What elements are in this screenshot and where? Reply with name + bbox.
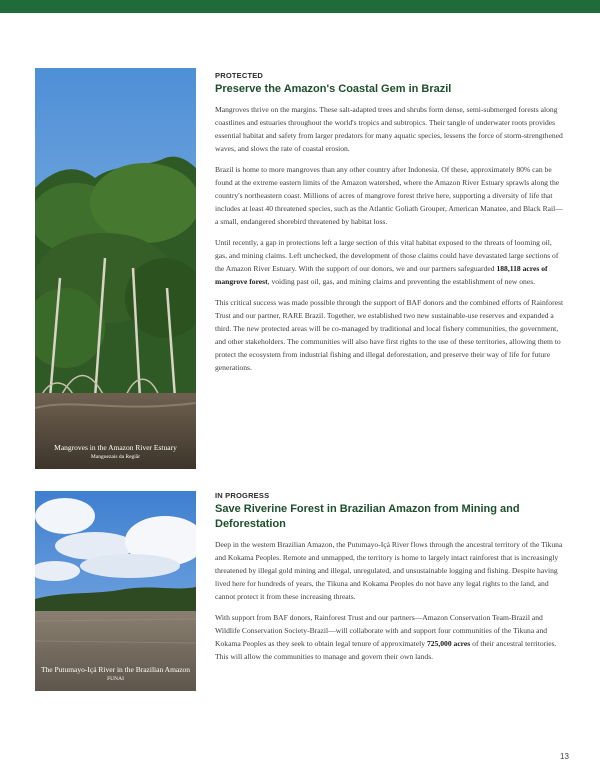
page-number: 13 — [560, 752, 569, 761]
paragraph: Brazil is home to more mangroves than any other country after Indonesia. Of these, approximately 80% can be found at the extreme eastern limits of the Amazon watershed, where the Amazon River Estuary sprawls along the country's northeastern coast. Millions of acres of mangrove forest thrive here, supporting a diversity of life that includes at least 40 threatened species, such as the Atlantic Goliath Grouper, American Manatee, and Black Rail—a small, endangered shorebird threatened by habitat loss. — [215, 165, 563, 226]
mangrove-photo — [35, 68, 196, 469]
acreage-highlight: 188,118 acres of mangrove forest — [215, 264, 548, 286]
section-in-progress — [215, 491, 565, 671]
paragraph: Deep in the western Brazilian Amazon, the Putumayo-Içá River flows through the ancestral territory of the Tikuna and Kokama Peoples. Remote and unmapped, the territory is home to largely intact rainforest that is increasingly threatened by illegal gold mining and illegal, unregulated, and unsustainable logging and fishing. Despite having lived here for hundreds of years, the Tikuna and Kokama Peoples do not have any legal rights to the land, and cannot protect it from these increasing threats. — [215, 540, 563, 601]
header-bar — [0, 0, 600, 13]
section-protected — [215, 71, 565, 382]
status-label: IN PROGRESS — [215, 491, 270, 500]
section-title: Preserve the Amazon's Coastal Gem in Brazil — [215, 83, 452, 95]
caption-title: Mangroves in the Amazon River Estuary — [54, 443, 177, 452]
paragraph: This critical success was made possible through the support of BAF donors and the combined efforts of Rainforest Trust and our partner, RARE Brazil. Together, we established two new sustainable-use reserves and expanded a third. The new protected areas will be co-managed by traditional and local fishery communities, the government, and other stakeholders. The communities will also have first rights to the use of these territories, allowing them to protect the ecosystem from industrial fishing and illegal deforestation, and preserve their way of life for future generations. — [215, 298, 564, 372]
river-photo — [35, 491, 196, 691]
status-label: PROTECTED — [215, 71, 264, 80]
paragraph: Mangroves thrive on the margins. These salt-adapted trees and shrubs form dense, semi-submerged forests along coastlines and estuaries throughout the world's tropics and subtropics. Their tangle of underwater roots provides essential habitat and safety from larger predators for many aquatic species, lessens the force of storm-strengthened waves, and slows the rate of coastal erosion. — [215, 105, 563, 153]
photo-caption — [35, 665, 196, 683]
photo-caption — [35, 443, 196, 461]
acreage-highlight: 725,000 acres — [426, 639, 471, 648]
paragraph: Until recently, a gap in protections left a large section of this vital habitat exposed to the threats of looming oil, gas, and mining claims. Left unchecked, the development of those claims could have devastated large sections of the Amazon River Estuary. With the support of our donors, we and our partners safeguarded 188,118 acres of mangrove forest, voiding past oil, gas, and mining claims and preventing the establishment of new ones. — [215, 238, 559, 286]
caption-title: The Putumayo-Içá River in the Brazilian Amazon — [40, 665, 191, 674]
paragraph: With support from BAF donors, Rainforest Trust and our partners—Amazon Conservation Team-Brazil and Wildlife Conservation Society-Brazil—will collaborate with and support four communities of the Tikuna and Kokama Peoples as they seek to obtain legal tenure of approximately 725,000 acres of their ancestral territories. This will allow the communities to manage and govern their own lands. — [215, 613, 557, 661]
caption-credit: FUNAI — [107, 676, 124, 682]
section-title: Save Riverine Forest in Brazilian Amazon from Mining and Deforestation — [215, 503, 520, 530]
caption-credit: Manguezais da Regiãr — [90, 454, 141, 460]
